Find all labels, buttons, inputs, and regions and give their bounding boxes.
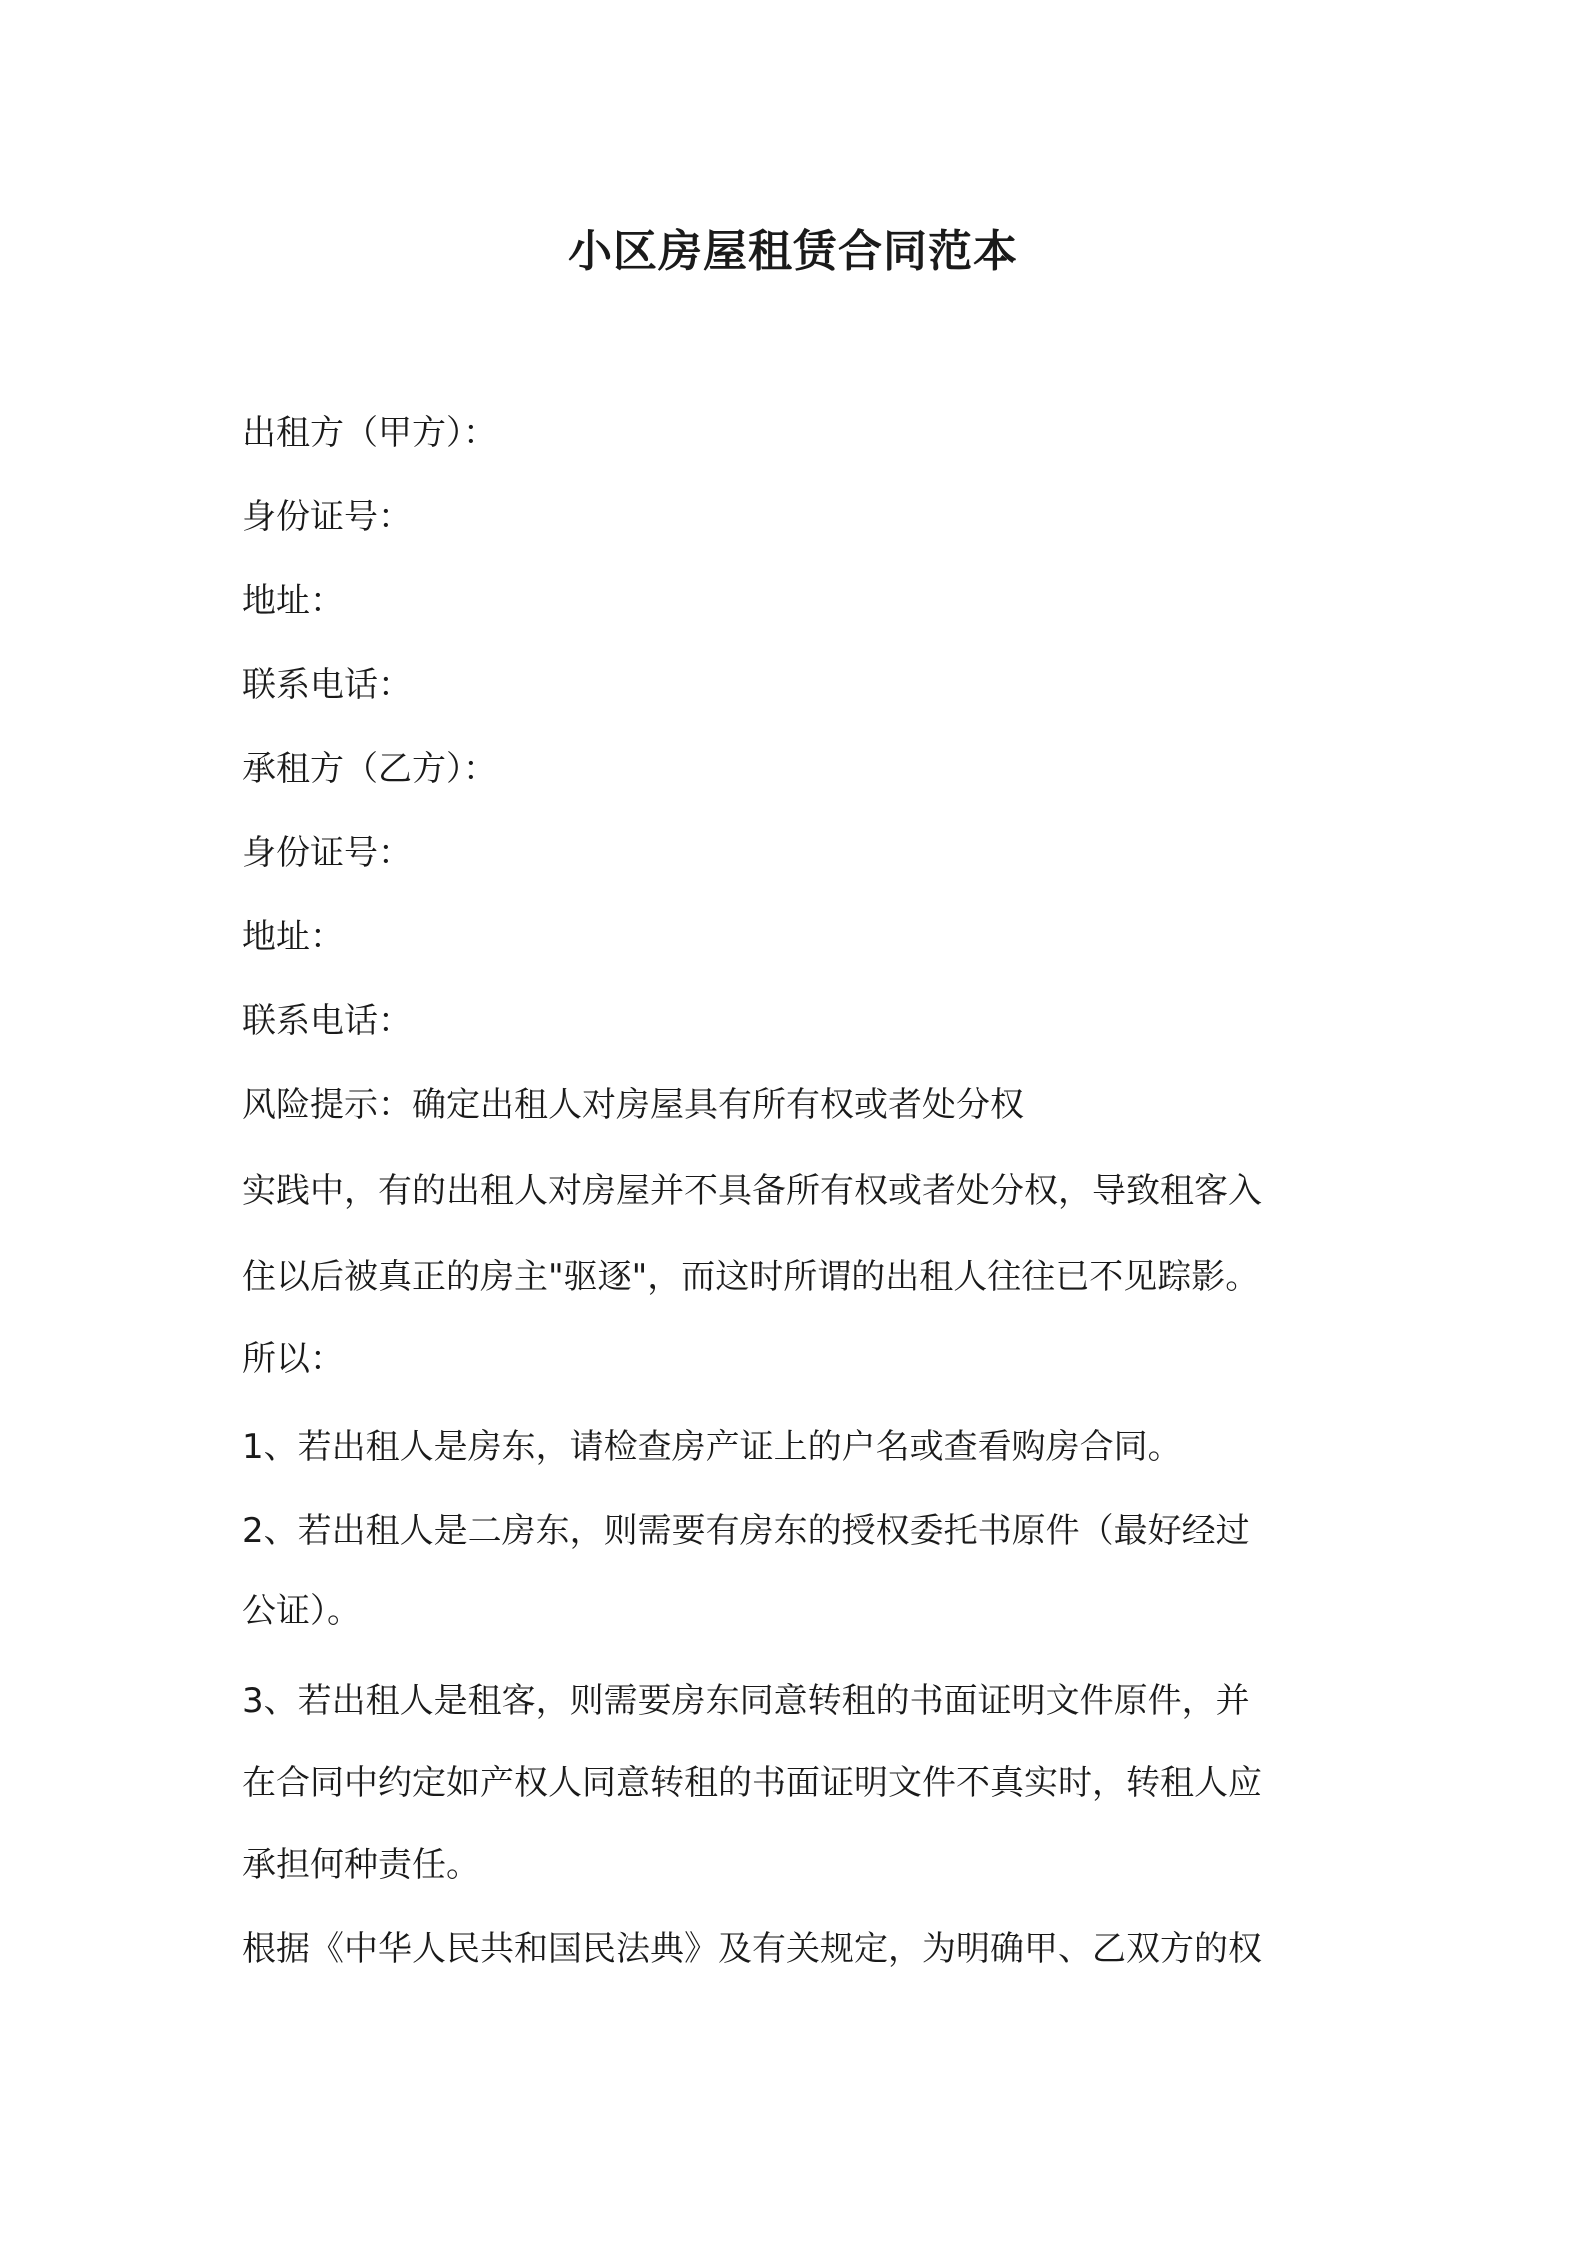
document-title: 小区房屋租赁合同范本	[568, 226, 1018, 277]
item-3-tenant-line-3: 承担何种责任。	[242, 1845, 480, 1885]
lessor-label: 出租方（甲方）：	[242, 413, 497, 453]
item-3-tenant-line-1: 3、若出租人是租客，则需要房东同意转租的书面证明文件原件，并	[242, 1681, 1250, 1721]
item-3-tenant-line-2: 在合同中约定如产权人同意转租的书面证明文件不真实时，转租人应	[242, 1763, 1262, 1803]
lessee-phone-label: 联系电话：	[242, 1001, 412, 1041]
lessee-address-label: 地址：	[242, 917, 344, 957]
practice-paragraph-line-1: 实践中，有的出租人对房屋并不具备所有权或者处分权，导致租客入	[242, 1171, 1262, 1211]
item-2-sublandlord-line-2: 公证）。	[242, 1591, 361, 1631]
lessor-address-label: 地址：	[242, 581, 344, 621]
item-1-landlord: 1、若出租人是房东，请检查房产证上的户名或查看购房合同。	[242, 1427, 1182, 1467]
lessee-id-number-label: 身份证号：	[242, 833, 412, 873]
practice-paragraph-line-2: 住以后被真正的房主"驱逐"，而这时所谓的出租人往往已不见踪影。	[242, 1257, 1260, 1297]
legal-basis-paragraph-line-1: 根据《中华人民共和国民法典》及有关规定，为明确甲、乙双方的权	[242, 1929, 1262, 1969]
lessor-phone-label: 联系电话：	[242, 665, 412, 705]
lessor-id-number-label: 身份证号：	[242, 497, 412, 537]
therefore-label: 所以：	[242, 1339, 344, 1379]
risk-notice-heading: 风险提示：确定出租人对房屋具有所有权或者处分权	[242, 1085, 1024, 1125]
item-2-sublandlord-line-1: 2、若出租人是二房东，则需要有房东的授权委托书原件（最好经过	[242, 1511, 1250, 1551]
lessee-label: 承租方（乙方）：	[242, 749, 497, 789]
